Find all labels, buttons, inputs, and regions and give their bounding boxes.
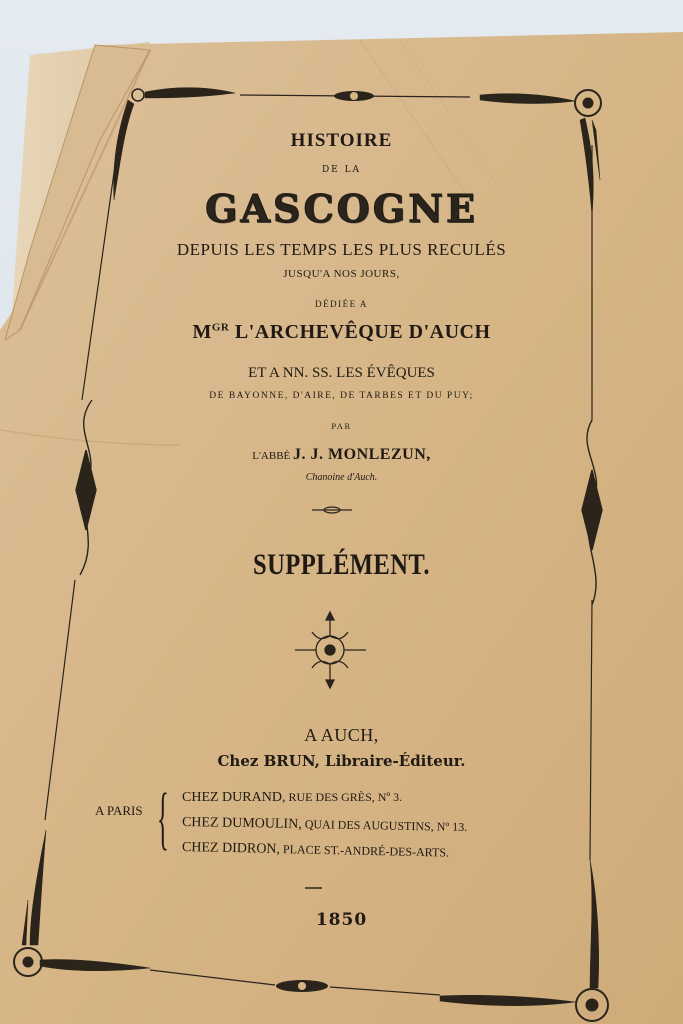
imprint-publisher: Chez BRUN, Libraire-Éditeur.: [217, 752, 466, 770]
imprint-year: 1850: [315, 910, 368, 930]
title-histoire: HISTOIRE: [290, 130, 393, 151]
imprint-address-1: [182, 790, 402, 806]
dedication-mgr: M: [192, 321, 212, 343]
dedication-label: DÉDIÉE A: [315, 299, 368, 309]
address-name: CHEZ DURAND,: [182, 790, 286, 805]
imprint-paris-label: A PARIS: [95, 803, 143, 818]
imprint-address-3: [182, 840, 449, 862]
dedication-archbishop: [0, 321, 683, 344]
title-gascogne: GASCOGNE: [205, 186, 478, 231]
address-name: CHEZ DUMOULIN,: [181, 815, 302, 833]
title-de-la: DE LA: [321, 165, 362, 175]
dedication-line-3: DE BAYONNE, D'AIRE, DE TARBES ET DU PUY;: [209, 391, 474, 401]
subtitle-line-2: JUSQU'A NOS JOURS,: [283, 268, 400, 280]
author-prefix: L'ABBÉ: [252, 450, 294, 462]
author-title: Chanoine d'Auch.: [305, 472, 378, 483]
dedication-mgr-sup: GR: [211, 321, 230, 334]
imprint-city: A AUCH,: [304, 725, 379, 745]
supplement-heading: SUPPLÉMENT.: [253, 548, 430, 581]
imprint-address-2: [182, 815, 467, 836]
author-name: J. J. MONLEZUN,: [293, 446, 431, 463]
address-street: RUE DES GRÈS, Nº 3.: [285, 790, 403, 804]
by-label: PAR: [331, 421, 352, 431]
author-line: [0, 446, 683, 464]
address-name: CHEZ DIDRON,: [181, 840, 281, 858]
subtitle-line-1: DEPUIS LES TEMPS LES PLUS RECULÉS: [176, 240, 507, 259]
address-street: QUAI DES AUGUSTINS, Nº 13.: [301, 817, 468, 834]
address-street: PLACE ST.-ANDRÉ-DES-ARTS.: [279, 842, 450, 860]
imprint-brace: {: [157, 780, 169, 857]
dedication-line-2: ET A NN. SS. LES ÉVÊQUES: [248, 365, 435, 381]
dedication-main: L'ARCHEVÊQUE D'AUCH: [229, 321, 491, 343]
